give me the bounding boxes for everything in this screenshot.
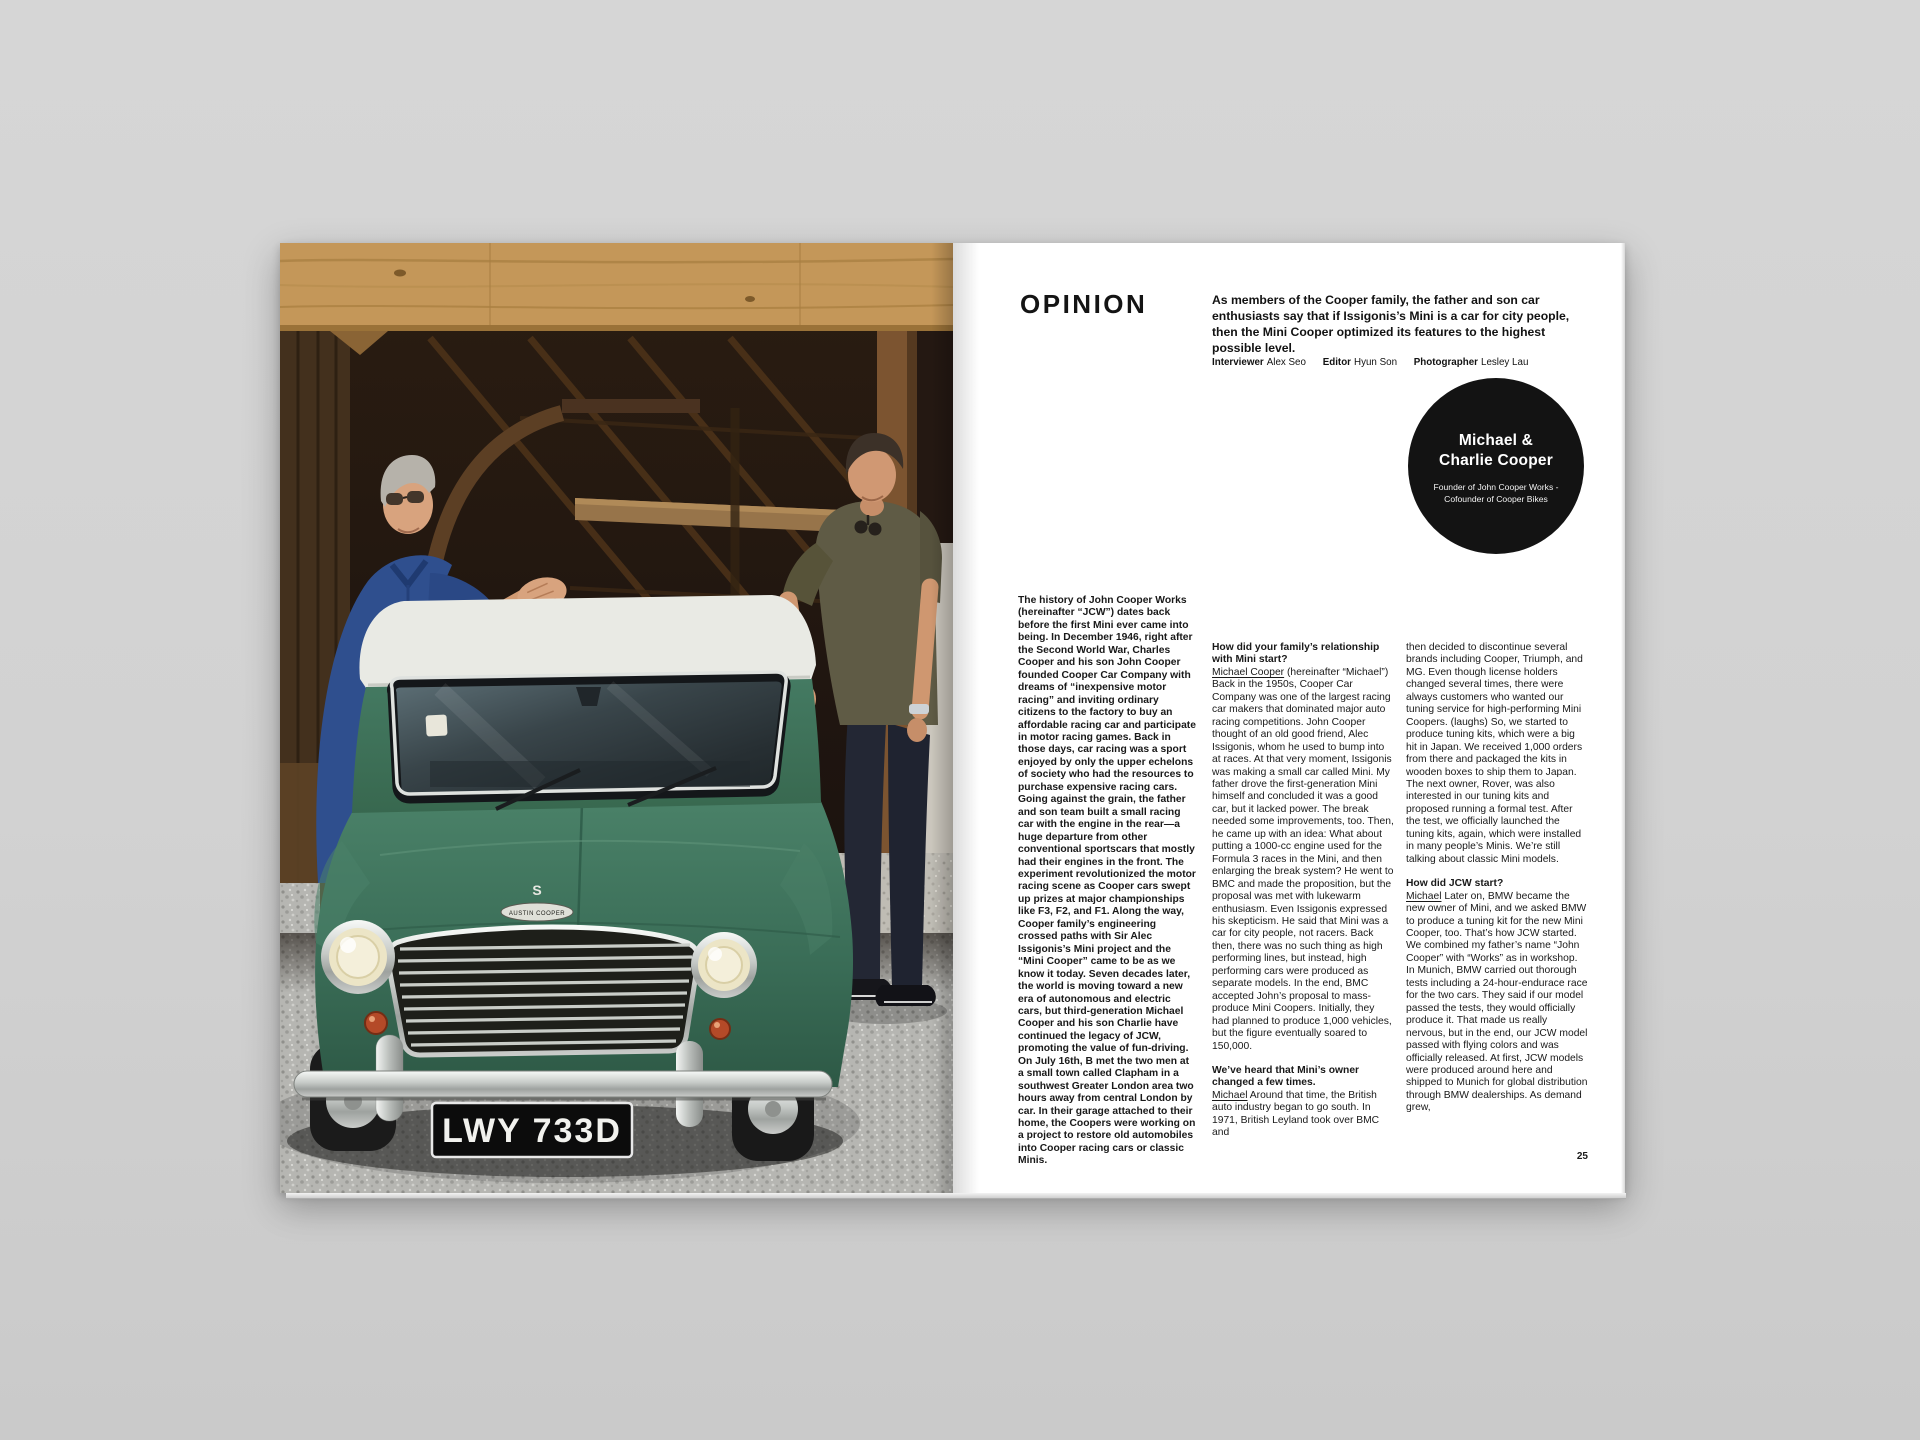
interviewee-name: Michael & Charlie Cooper bbox=[1439, 432, 1553, 469]
paragraph-question: We’ve heard that Mini’s owner changed a few times. bbox=[1212, 1064, 1360, 1089]
page-number: 25 bbox=[1576, 1151, 1588, 1162]
paragraph-question: How did your family’s relationship with Mini start? bbox=[1212, 642, 1380, 666]
paragraph-answer: Michael Around that time, the British auto industry began to go south. In 1971, British Leyland took over BMC and bbox=[1212, 1089, 1380, 1139]
tax-disc bbox=[425, 714, 447, 736]
page-stack-edge bbox=[286, 1193, 1626, 1199]
front-bumper bbox=[294, 1071, 832, 1097]
grille bbox=[387, 927, 698, 1055]
license-plate bbox=[432, 1103, 632, 1157]
speaker-name: Michael bbox=[1212, 1089, 1248, 1101]
svg-text:AUSTIN COOPER: AUSTIN COOPER bbox=[508, 911, 566, 917]
paragraph-answer: Michael Later on, BMW became the new owner of Mini, and we asked BMW to produce a tuning kit for the new Mini Cooper, too. That’s how JCW started. We combined my father’s name “John Cooper” with “Works” as in workshop. In Munich, BMW carried out thorough tests including a 24-hour-endurace race for the two cars. They said if our model passed the tests, they would officially produce it. That made us really nervous, but in the end, our JCW model passed with flying colors and was officially released. At first, JCW models were produced around here and shipped to Munich for global distribution through BMW dealerships. As demand grew, bbox=[1406, 890, 1588, 1114]
paragraph-answer: Michael Cooper (hereinafter “Michael”) Back in the 1950s, Cooper Car Company was one of the largest racing car makers that dominated major auto racing competitions. John Cooper thought of an old good friend, Alec Issigonis, whom he used to bump into at races. At that very moment, Issigonis was making a small car called Mini. My father drove the first-generation Mini himself and concluded it was a good car, but it lacked power. The break needed some improvements, too. Then, he came up with an idea: What about putting a 1000-cc engine used for the Formula 3 races in the Mini, and then enlarging the break system? He went to BMC and made the proposition, but the proposal was met with lukewarm enthusiasm. Even Issigonis expressed his skepticism. He said that Mini was a car for city people, not racers. Back then, there was no such thing as high performing lines, but instead, high performing cars were produced as separate models. In the end, BMC accepted John’s proposal to mass-produce Mini Coopers. Initially, they had planned to produce 1,000 vehicles, but the figure eventually soared to 150,000. bbox=[1212, 666, 1394, 1052]
interviewee-title: Founder of John Cooper Works - Cofounder of Cooper Bikes bbox=[1433, 482, 1559, 504]
right-page-article bbox=[953, 243, 1625, 1193]
interviewee-badge bbox=[1408, 378, 1584, 554]
credit-editor: Editor Hyun Son bbox=[1322, 357, 1398, 368]
magazine-spread bbox=[280, 243, 1625, 1193]
credit-interviewer: Interviewer Alex Seo bbox=[1212, 357, 1306, 368]
article-column-2 bbox=[1212, 642, 1394, 1140]
credits bbox=[1212, 357, 1592, 368]
headlight-right bbox=[691, 932, 757, 998]
article-column-1 bbox=[1018, 595, 1196, 1168]
speaker-name: Michael Cooper bbox=[1212, 666, 1285, 678]
windshield bbox=[391, 672, 786, 799]
indicator-left bbox=[365, 1012, 387, 1034]
svg-text:LWY 733D: LWY 733D bbox=[442, 1112, 622, 1150]
credit-photographer: Photographer Lesley Lau bbox=[1413, 357, 1529, 368]
left-page-photo bbox=[280, 243, 953, 1193]
wristwatch bbox=[909, 704, 929, 714]
speaker-name: Michael bbox=[1406, 890, 1442, 902]
mini-cooper-car bbox=[287, 595, 853, 1177]
indicator-right bbox=[710, 1019, 730, 1039]
hood-s-badge: S bbox=[532, 882, 542, 898]
austin-cooper-badge bbox=[501, 903, 573, 921]
paragraph-question: How did JCW start? bbox=[1406, 878, 1504, 890]
article-column-3 bbox=[1406, 642, 1588, 1115]
paragraph-continuation: then decided to discontinue several brands including Cooper, Triumph, and MG. Even though license holders changed several times, there were always customers who wanted our tuning service for high-performing Mini Coopers. (laughs) So, we started to produce tuning kits, which were a big hit in Japan. We received 1,000 orders from there and packaged the kits in wooden boxes to ship them to Japan. The next owner, Rover, was also interested in our tuning kits and proposed running a formal test. After the test, we officially launched the tuning kits, again, which were installed in many people’s Minis. We’re still talking about classic Mini models. bbox=[1406, 642, 1583, 865]
section-label: OPINION bbox=[1020, 289, 1148, 319]
article-intro: As members of the Cooper family, the father and son car enthusiasts say that if Issigonis’s Mini is a car for city people, then the Mini Cooper optimized its features to the highest possible level. bbox=[1212, 293, 1570, 355]
paragraph-intro-bold: The history of John Cooper Works (hereinafter “JCW”) dates back before the first Mini ever came into being. In December 1946, right after the Second World War, Charles Cooper and his son John Cooper founded Cooper Car Company with dreams of “inexpensive motor racing” and inviting ordinary citizens to the factory to buy an affordable racing car and participate in motor racing games. Back in those days, car racing was a sport enjoyed by only the upper echelons of society who had the resources to purchase expensive racing cars. Going against the grain, the father and son team built a small racing car with the engine in the rear—a huge departure from other conventional sportscars that mostly had their engines in the front. The experiment revolutionized the motor racing scene as Cooper cars swept up prizes at major championships like F3, F2, and F1. Along the way, Cooper family’s engineering crossed paths with Sir Alec Issigonis’s Mini project and the “Mini Cooper” came to be as we know it today. Seven decades later, the world is moving toward a new era of autonomous and electric cars, but third-generation Michael Cooper and his son Charlie have continued the legacy of JCW, promoting the value of fun-driving. On July 16th, B met the two men at a small town called Clapham in a southwest Greater London area two hours away from central London by car. In their garage attached to their home, the Coopers were working on a project to restore old automobiles into Cooper racing cars or classic Minis. bbox=[1018, 595, 1196, 1167]
headlight-left bbox=[321, 920, 395, 994]
garage-photo-illustration bbox=[280, 243, 953, 1193]
